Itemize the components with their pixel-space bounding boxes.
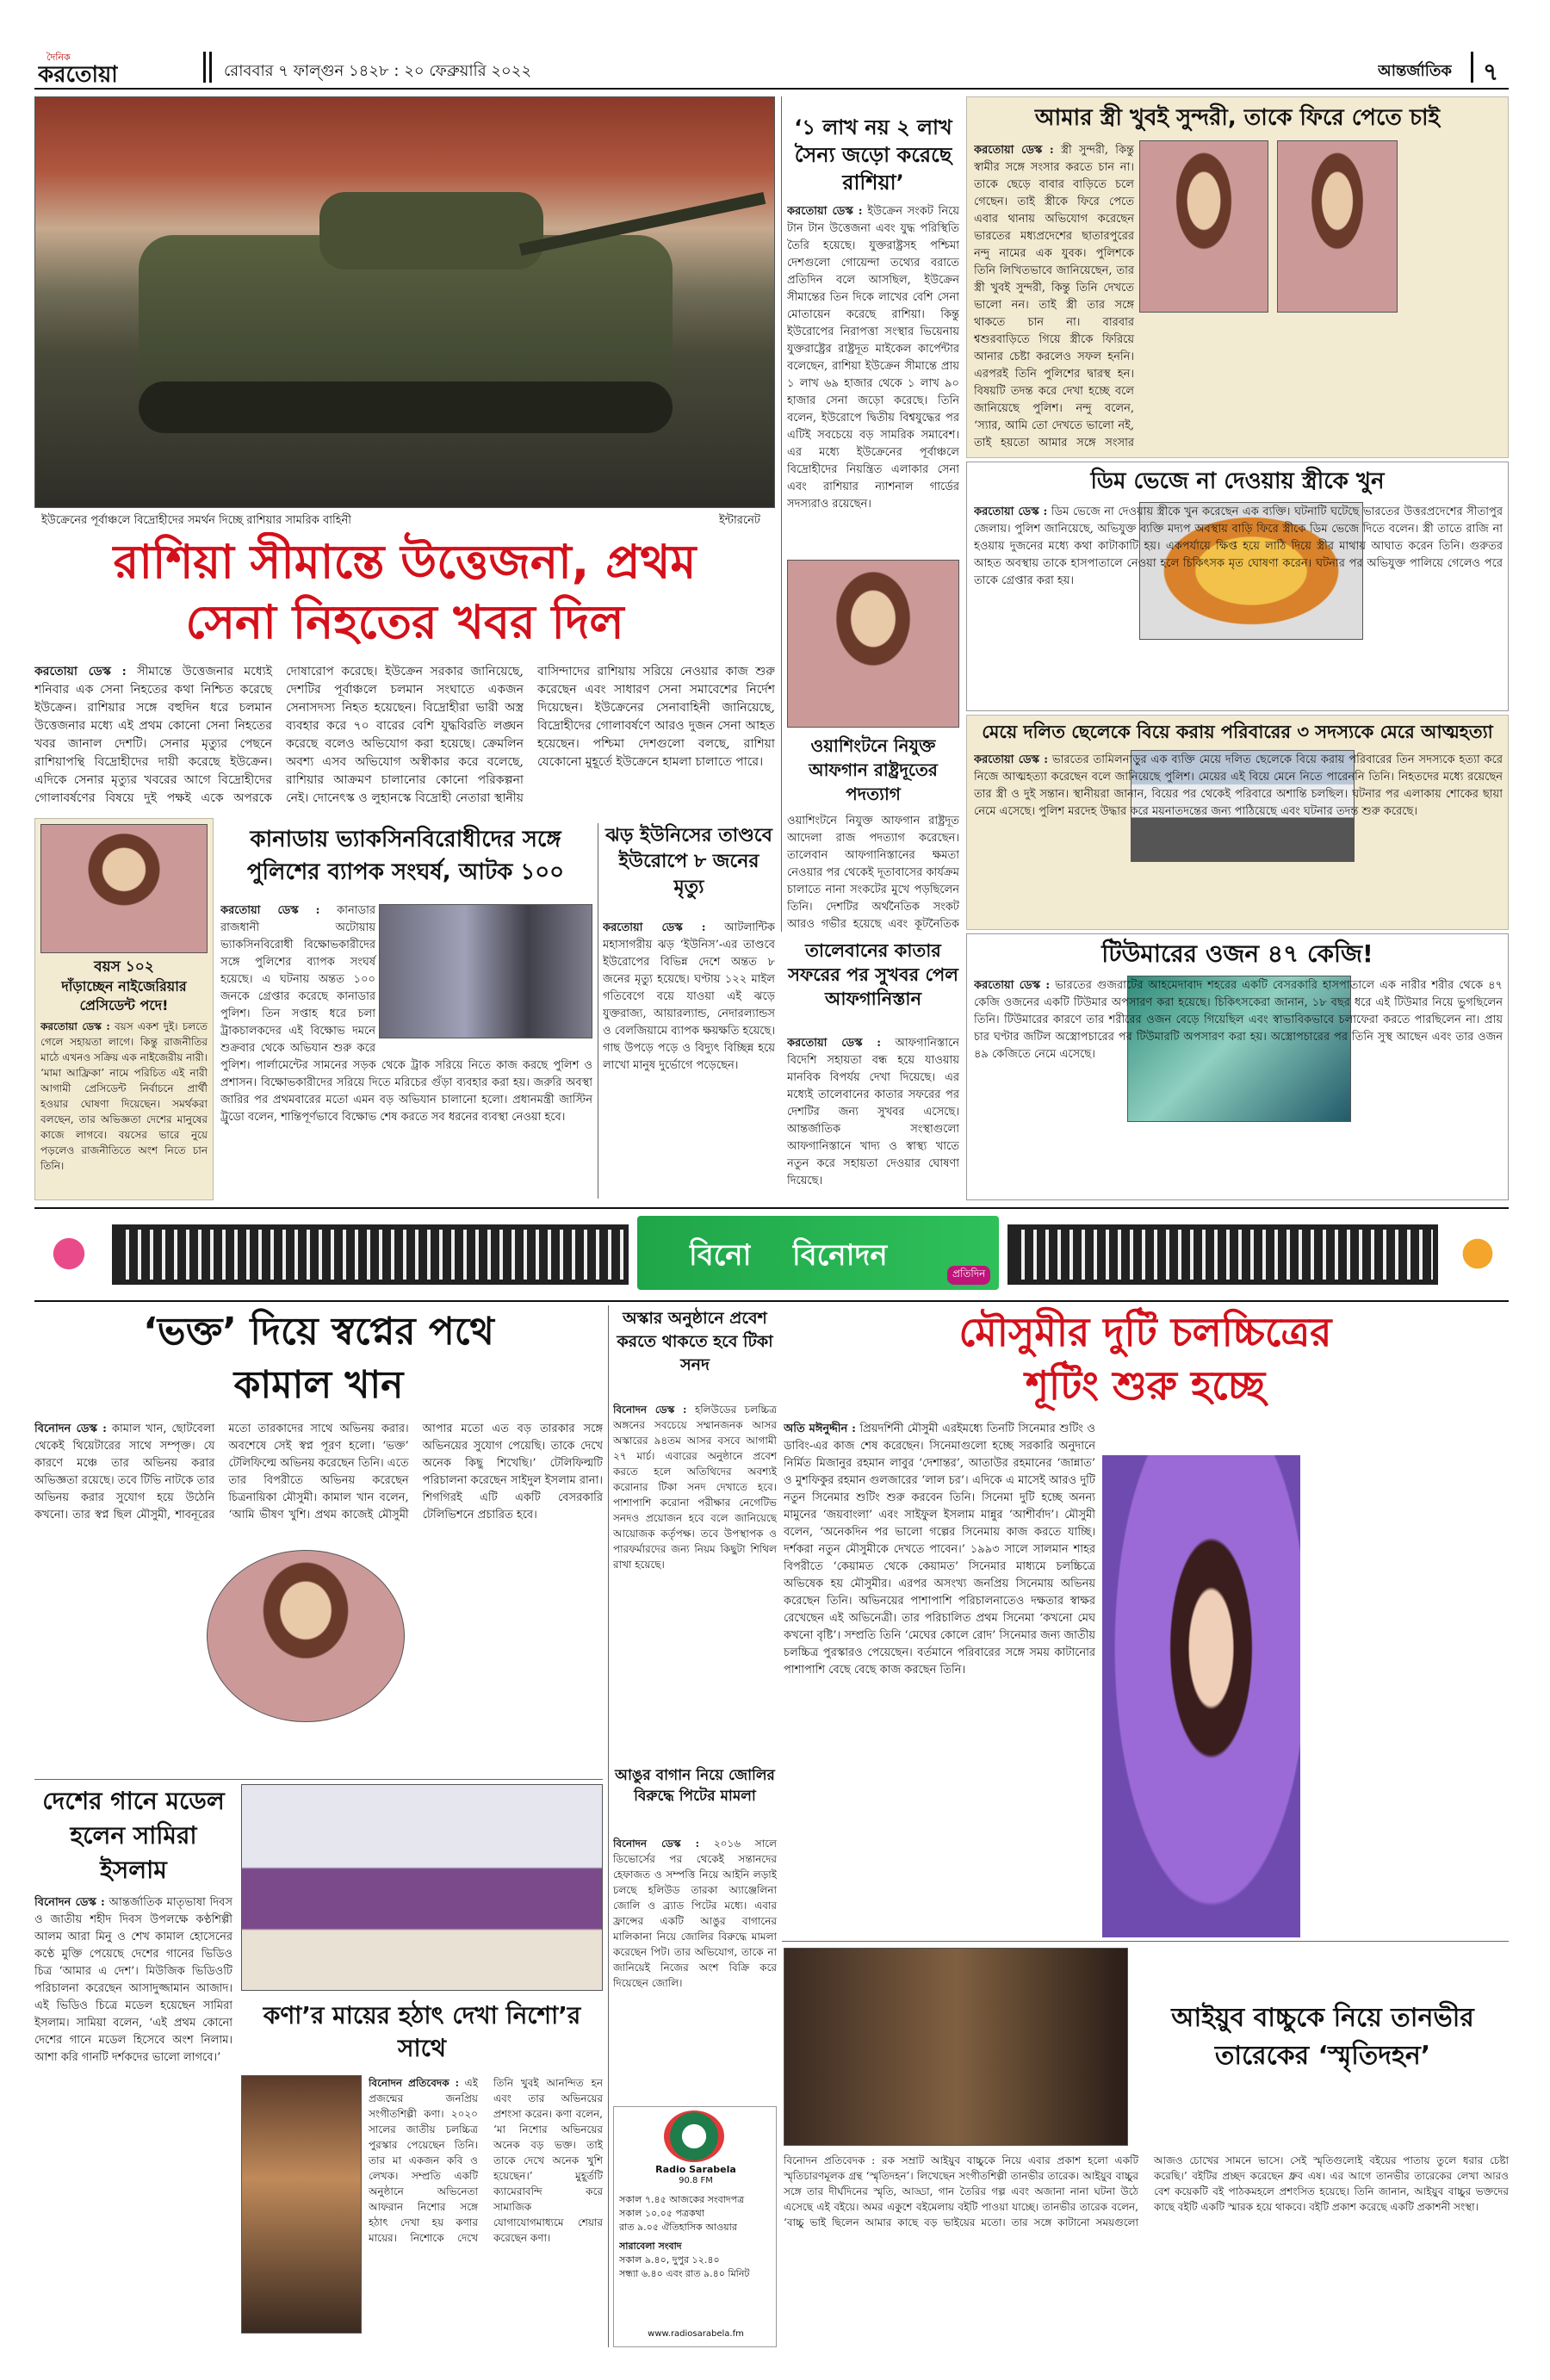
jolie-headline: আঙুর বাগান নিয়ে জোলির বিরুদ্ধে পিটের মামলা	[615, 1767, 775, 1805]
egg-headline: ডিম ভেজে না দেওয়ায় স্ত্রীকে খুন	[967, 462, 1508, 500]
wife-headline: আমার স্ত্রী খুবই সুন্দরী, তাকে ফিরে পেতে চাই	[967, 97, 1508, 139]
radio-row	[619, 2207, 772, 2221]
samira-body-text: আন্তর্জাতিক মাতৃভাষা দিবস ও জাতীয় শহীদ দিবস উপলক্ষে কণ্ঠশিল্পী আলম আরা মিনু ও শেখ কামাল হোসেনের কণ্ঠে মুক্তি পেয়েছে দেশের গানের ভিডিও চিত্র ‘আমার এ দেশ’। মিউজিক ভিডিওটি পরিচালনা করেছেন আসাদুজ্জামান আজাদ। এই ভিডিও চিত্রে মডেল হয়েছেন সামিরা ইসলাম। সামিয়া বলেন, ‘এই প্রথম কোনো দেশের গানে মডেল হিসেবে অংশ নিলাম। আশা করি গানটি দর্শকদের ভালো লাগবে।’	[34, 1896, 232, 2064]
dalit-body-text: ভারতের তামিলনাড়ুর এক ব্যক্তি মেয়ে দলিত ছেলেকে বিয়ে করায় পরিবারের তিন সদস্যকে হত্যা করে নিজে আত্মহত্যা করেছেন বলে জানিয়েছে পুলিশ। মেয়ের এই বিয়ে মেনে নিতে পারেননি তিনি। নিহতদের মধ্যে রয়েছেন তার স্ত্রী ও দুই সন্তান। স্থানীয়রা জানান, বিয়ের পর থেকেই পরিবারে অশান্তি চলছিল। ঘটনার পর এলাকায় শোকের ছায়া নেমে এসেছে। পুলিশ মরদেহ উদ্ধার করে ময়নাতদন্তের জন্য পাঠিয়েছে এবং ঘটনার তদন্ত শুরু করেছে।	[974, 753, 1503, 818]
nigeria-dateline: করতোয়া ডেস্ক :	[40, 1020, 110, 1032]
radio-news-row: সন্ধ্যা ৬.৪০ এবং রাত ৯.৪০ মিনিট	[619, 2268, 750, 2279]
mousumi-headline-line-2: শূটিং শুরু হচ্ছে	[1025, 1362, 1266, 1409]
logo	[34, 50, 198, 84]
ayub-photo	[784, 1948, 1128, 2146]
ayub-body: বিনোদন প্রতিবেদক : রক সম্রাট আইয়ুব বাচ্চুকে নিয়ে এবার প্রকাশ হলো একটি স্মৃতিচারণমূলক গ্রন্থ ‘স্মৃতিদহন’। লিখেছেন সংগীতশিল্পী তানভীর তারেক। আইয়ুব বাচ্চুর সঙ্গে তার দীর্ঘদিনের স্মৃতি, আড্ডা, গান তৈরির গল্প এবং অজানা নানা ঘটনা উঠে এসেছে এই বইয়ে। অমর একুশে বইমেলায় বইটি পাওয়া যাচ্ছে। তানভীর তারেক বলেন, ‘বাচ্চু ভাই ছিলেন আমার কাছে বড় ভাইয়ের মতো। তার সঙ্গে কাটানো সময়গুলো আজও চোখের সামনে ভাসে। সেই স্মৃতিগুলোই বইয়ের পাতায় তুলে ধরার চেষ্টা করেছি।’ বইটির প্রচ্ছদ করেছেন ধ্রুব এষ। এর আগে তানভীর তারেকের লেখা আরও বেশ কয়েকটি বই পাঠকমহলে প্রশংসিত হয়েছে। তিনি জানান, আইয়ুব বাচ্চুর ভক্তদের কাছে বইটি একটি স্মারক হয়ে থাকবে। বইটি প্রকাশ করেছে একটি প্রকাশনী সংস্থা।	[784, 2154, 1509, 2228]
kona-photo	[241, 2075, 362, 2334]
radio-program: ঐতিহাসিক আওয়ার	[661, 2222, 737, 2233]
mousumi-dateline: অতি মঈনুদ্দীন :	[784, 1422, 856, 1435]
radio-frequency: 90.8 FM	[679, 2176, 713, 2185]
ambassador-body: ওয়াশিংটনে নিযুক্ত আফগান রাষ্ট্রদূত আদেলা রাজ পদত্যাগ করেছেন। তালেবান আফগানিস্তানের ক্ষমতা নেওয়ার পর থেকেই দূতাবাসের কার্যক্রম চালাতে নানা সংকটের মুখে পড়ছিলেন তিনি। দেশটির অর্থনৈতিক সংকট আরও গভীর হয়েছে এবং কূটনৈতিক	[787, 815, 959, 931]
ambassador-photo	[787, 560, 959, 728]
tumor-dateline: করতোয়া ডেস্ক :	[974, 979, 1051, 992]
army-dateline: করতোয়া ডেস্ক :	[787, 205, 863, 218]
lead-body-text: সীমান্তে উত্তেজনার মধ্যেই শনিবার এক সেনা নিহতের কথা নিশ্চিত করেছে ইউক্রেন। রাশিয়ার সঙ্গে বহুদিন ধরে চলমান উত্তেজনার মধ্যে এই প্রথম কোনো সেনা নিহতের খবর জানাল দেশটি। সেনার মৃত্যুর পেছনে রাশিয়াপন্থি বিদ্রোহীদের দায়ী করেছে ইউক্রেন। এদিকে সেনার মৃত্যুর খবরের আগে বিদ্রোহীদের গোলাবর্ষণের বিষয়ে দুই পক্ষই একে অপরকে দোষারোপ করেছে। ইউক্রেন সরকার জানিয়েছে, দেশটির পূর্বাঞ্চলে চলমান সংঘাতে একজন সেনাসদস্য নিহত হয়েছেন। বিদ্রোহীরা ভারী অস্ত্র ব্যবহার করে ৭০ বারের বেশি যুদ্ধবিরতি লঙ্ঘন করেছে বলেও অভিযোগ করা হয়েছে। ক্রেমলিন অবশ্য এসব অভিযোগ অস্বীকার করে বলেছে, রাশিয়ার আক্রমণ চালানোর কোনো পরিকল্পনা নেই। দোনেৎস্ক ও লুহানস্কে বিদ্রোহী নেতারা স্থানীয় বাসিন্দাদের রাশিয়ায় সরিয়ে নেওয়ার কাজ শুরু করেছেন এবং সাধারণ সেনা সমাবেশের নির্দেশ দিয়েছেন। ইউক্রেনের সেনাবাহিনী জানিয়েছে, বিদ্রোহীদের গোলাবর্ষণে আরও দুজন সেনা আহত হয়েছেন। পশ্চিমা দেশগুলো বলছে, রাশিয়া যেকোনো মুহূর্তে ইউক্রেনে হামলা চালাতে পারে।	[34, 665, 775, 805]
radio-website[interactable]: www.radiosarabela.fm	[648, 2329, 744, 2339]
kona-body	[369, 2075, 603, 2342]
tumor-box	[966, 933, 1509, 1200]
storm-body-text: আটলান্টিক মহাসাগরীয় ঝড় ‘ইউনিস’-এর তাণ্ডবে ইউরোপের বিভিন্ন দেশে অন্তত ৮ জনের মৃত্যু হয়েছে। ঘণ্টায় ১২২ মাইল গতিবেগে বয়ে যাওয়া এই ঝড়ে যুক্তরাজ্য, আয়ারল্যান্ড, নেদারল্যান্ডস ও বেলজিয়ামে ব্যাপক ক্ষয়ক্ষতি হয়েছে। গাছ উপড়ে পড়ে ও বিদ্যুৎ বিচ্ছিন্ন হয়ে লাখো মানুষ দুর্ভোগে পড়েছেন।	[603, 921, 775, 1072]
banner-title-right: বিনোদন	[792, 1238, 888, 1273]
dalit-box	[966, 715, 1509, 930]
dalit-dateline: করতোয়া ডেস্ক :	[974, 753, 1048, 766]
nigeria-headline: দাঁড়াচ্ছেন নাইজেরিয়ার প্রেসিডেন্ট পদে!	[61, 978, 187, 1013]
kamal-headline-line-1: ‘ভক্ত’ দিয়ে স্বপ্নের পথে	[143, 1310, 494, 1354]
tumor-body	[974, 977, 1503, 1196]
dalit-body	[974, 752, 1503, 927]
canada-body	[220, 902, 592, 1200]
radio-row	[619, 2193, 772, 2207]
film-strip-left	[112, 1224, 629, 1285]
samira-dateline: বিনোদন ডেস্ক :	[34, 1896, 105, 1909]
nigeria-box	[34, 818, 214, 1200]
kamal-headline	[34, 1305, 603, 1417]
lead-dateline: করতোয়া ডেস্ক :	[34, 665, 127, 679]
storm-body	[603, 920, 775, 1200]
jolie-body-text: ২০১৬ সালে ডিভোর্সের পর থেকেই সন্তানদের হেফাজত ও সম্পত্তি নিয়ে আইনি লড়াই চলছে হলিউড তারকা অ্যাঞ্জেলিনা জোলি ও ব্র্যাড পিটের মধ্যে। এবার ফ্রান্সের একটি আঙুর বাগানের মালিকানা নিয়ে জোলির বিরুদ্ধে মামলা করেছেন পিট। তার অভিযোগ, তাকে না জানিয়েই নিজের অংশ বিক্রি করে দিয়েছেন জোলি।	[613, 1838, 777, 1989]
banner-title-left: বিনো	[689, 1238, 752, 1273]
radio-station: Radio Sarabela	[655, 2164, 736, 2175]
wife-body-text: স্ত্রী সুন্দরী, কিন্তু স্বামীর সঙ্গে সংসার করতে চান না। তাকে ছেড়ে বাবার বাড়িতে চলে গেছেন। তাই স্ত্রীকে ফিরে পেতে এবার থানায় অভিযোগ করেছেন ভারতের মধ্যপ্রদেশের ছাতারপুরের নন্দু নামের এক যুবক। পুলিশকে তিনি লিখিতভাবে জানিয়েছেন, তার স্ত্রী খুবই সুন্দরী, কিন্তু তিনি দেখতে ভালো নন। তাই স্ত্রী তার সঙ্গে থাকতে চান না। বারবার শ্বশুরবাড়িতে গিয়ে স্ত্রীকে ফিরিয়ে আনার চেষ্টা করলেও সফল হননি। এরপরই তিনি পুলিশের দ্বারস্থ হন। বিষয়টি তদন্ত করে দেখা হচ্ছে বলে জানিয়েছে পুলিশ। নন্দু বলেন, ‘স্যার, আমি তো দেখতে ভালো নই, তাই হয়তো আমার সঙ্গে সংসার	[974, 144, 1134, 449]
tumor-body-text: ভারতের গুজরাটের আহমেদাবাদ শহরের একটি বেসরকারি হাসপাতালে এক নারীর শরীর থেকে ৪৭ কেজি ওজনের একটি টিউমার অপসারণ করা হয়েছে। চিকিৎসকেরা জানান, ১৮ বছর ধরে এই টিউমার নিয়ে ভুগছিলেন তিনি। টিউমারের কারণে তার শরীরের ওজন বেড়ে গিয়েছিল এবং স্বাভাবিকভাবে চলাফেরা করতে পারছিলেন না। প্রায় চার ঘণ্টার জটিল অস্ত্রোপচারের পর টিউমারটি অপসারণ করা হয়। অস্ত্রোপচারের পর তিনি সুস্থ আছেন এবং তার ওজন ৪৯ কেজিতে নেমে এসেছে।	[974, 979, 1503, 1061]
kona-headline: কণা’র মায়ের হঠাৎ দেখা নিশো’র সাথে	[263, 2001, 581, 2062]
section-name: আন্তর্জাতিক	[1378, 62, 1452, 80]
kamal-body	[34, 1421, 603, 1774]
egg-body	[974, 504, 1503, 707]
logo-small: দৈনিক	[46, 52, 71, 63]
ayub-headline-line-1: আইয়ুব বাচ্চুকে নিয়ে তানভীর	[1171, 2003, 1474, 2033]
taliban-body	[787, 1035, 959, 1200]
jolie-dateline: বিনোদন ডেস্ক :	[613, 1838, 700, 1850]
egg-body-text: ডিম ভেজে না দেওয়ায় স্ত্রীকে খুন করেছেন এক ব্যক্তি। ঘটনাটি ঘটেছে ভারতের উত্তরপ্রদেশের সীতাপুর জেলায়। পুলিশ জানিয়েছে, অভিযুক্ত ব্যক্তি মদ্যপ অবস্থায় বাড়ি ফিরে স্ত্রীকে ডিম ভেজে দিতে বলেন। স্ত্রী তাতে রাজি না হওয়ায় দুজনের মধ্যে কথা কাটাকাটি হয়। একপর্যায়ে ক্ষিপ্ত হয়ে লাঠি দিয়ে স্ত্রীর মাথায় আঘাত করেন তিনি। গুরুতর আহত অবস্থায় তাকে হাসপাতালে নেওয়া হলে চিকিৎসক মৃত ঘোষণা করেন। ঘটনার পর অভিযুক্ত পালিয়ে গেলেও পরে তাকে গ্রেপ্তার করা হয়।	[974, 505, 1503, 587]
radio-row	[619, 2221, 772, 2234]
radio-program: পত্রকথা	[675, 2208, 704, 2219]
banner-badge: প্রতিদিন	[947, 1266, 990, 1285]
masthead	[34, 50, 1509, 84]
jolie-body	[613, 1836, 777, 2103]
nigeria-photo	[40, 824, 208, 953]
nigeria-body-text: বয়স একশ দুই। চলতে গেলে সহায়তা লাগে। কিন্তু রাজনীতির মাঠে এখনও সক্রিয় এক নাইজেরীয় নারী। ‘মামা আফ্রিকা’ নামে পরিচিত এই নারী আগামী প্রেসিডেন্ট নির্বাচনে প্রার্থী হওয়ার ঘোষণা দিয়েছেন। সমর্থকরা বলছেন, তার অভিজ্ঞতা দেশের মানুষের কাজে লাগবে। বয়সের ভারে নুয়ে পড়লেও রাজনীতিতে অংশ নিতে চান তিনি।	[40, 1020, 208, 1172]
wife-dateline: করতোয়া ডেস্ক :	[974, 144, 1054, 157]
mousumi-headline	[782, 1305, 1509, 1417]
radio-ad	[613, 2106, 777, 2347]
issue-date: রোববার ৭ ফাল্গুন ১৪২৮ : ২০ ফেব্রুয়ারি ২০২২	[224, 62, 532, 80]
kamal-body-text: কামাল খান, ছোটবেলা থেকেই থিয়েটারের সাথে সম্পৃক্ত। যে কারণে মঞ্চে তার অভিনয় করার অভিজ্ঞতা রয়েছে। তবে টিভি নাটকে তার অভিনয় করার সুযোগ হয়ে উঠেনি কখনো। তার স্বপ্ন ছিল মৌসুমী, শাবনূরের মতো তারকাদের সাথে অভিনয় করার। অবশেষে সেই স্বপ্ন পূরণ হলো। ‘ভক্ত’ টেলিফিল্মে অভিনয় করেছেন তিনি। এতে তার বিপরীতে অভিনয় করেছেন চিত্রনায়িকা মৌসুমী। কামাল খান বলেন, ‘আমি ভীষণ খুশি। প্রথম কাজেই মৌসুমী আপার মতো এত বড় তারকার সঙ্গে অভিনয়ের সুযোগ পেয়েছি। তাকে দেখে অনেক কিছু শিখেছি।’ টেলিফিল্মটি পরিচালনা করেছেন সাইদুল ইসলাম রানা। শিগগিরই এটি একটি বেসরকারি টেলিভিশনে প্রচারিত হবে।	[34, 1422, 603, 1522]
lead-headline-line-1: রাশিয়া সীমান্তে উত্তেজনা, প্রথম	[113, 535, 697, 589]
logo-text: করতোয়া	[38, 62, 118, 84]
mousumi-body	[784, 1421, 1509, 1937]
egg-box	[966, 462, 1509, 711]
oscar-dateline: বিনোদন ডেস্ক :	[613, 1404, 687, 1416]
tumor-headline: টিউমারের ওজন ৪৭ কেজি!	[1101, 939, 1373, 968]
oscar-body	[613, 1402, 777, 1763]
ambassador-headline: ওয়াশিংটনে নিযুক্ত আফগান রাষ্ট্রদূতের পদত্যাগ	[809, 735, 938, 804]
lead-headline-line-2: সেনা নিহতের খবর দিল	[185, 595, 624, 649]
kona-body-text: এই প্রজন্মের জনপ্রিয় সংগীতশিল্পী কণা। ২০২০ সালের জাতীয় চলচ্চিত্র পুরস্কার পেয়েছেন তিনি। তার মা একজন কবি ও লেখক। সম্প্রতি একটি অনুষ্ঠানে অভিনেতা আফরান নিশোর সঙ্গে হঠাৎ দেখা হয় কণার মায়ের। নিশোকে দেখে তিনি খুবই আনন্দিত হন এবং তার অভিনয়ের প্রশংসা করেন। কণা বলেন, ‘মা নিশোর অভিনয়ের অনেক বড় ভক্ত। তাই তাকে দেখে অনেক খুশি হয়েছেন।’ মুহূর্তটি ক্যামেরাবন্দি করে সামাজিক যোগাযোগমাধ্যমে শেয়ার করেছেন কণা।	[369, 2077, 603, 2244]
mousumi-body-text: প্রিয়দর্শিনী মৌসুমী এরইমধ্যে তিনটি সিনেমার শুটিং ও ডাবিং-এর কাজ শেষ করেছেন। সিনেমাগুলো হচ্ছে সরকারি অনুদানে নির্মিত মিজানুর রহমান লাবুর ‘দেশান্তর’, আতাউর রহমানের ‘জান্নাত’ ও মুশফিকুর রহমান গুলজারের ‘লাল চর’। এদিকে এ মাসেই আরও দুটি নতুন সিনেমার শুটিং শুরু করবেন তিনি। সিনেমা দুটি হচ্ছে অনন্য মামুনের ‘জয়বাংলা’ এবং সাইফুল ইসলাম মান্নুর ‘আশীর্বাদ’। মৌসুমী বলেন, ‘অনেকদিন পর ভালো গল্পের সিনেমায় কাজ করতে যাচ্ছি। দর্শকরা নতুন মৌসুমীকে দেখতে পাবেন।’ ১৯৯৩ সালে সালমান শাহর বিপরীতে ‘কেয়ামত থেকে কেয়ামত’ সিনেমার মাধ্যমে চলচ্চিত্রে অভিষেক হয় মৌসুমীর। এরপর অসংখ্য জনপ্রিয় সিনেমায় অভিনয় করেছেন তিনি। অভিনয়ের পাশাপাশি পরিচালনাতেও দক্ষতার স্বাক্ষর রেখেছেন এই অভিনেত্রী। তার পরিচালিত প্রথম সিনেমা ‘কখনো মেঘ কখনো বৃষ্টি’। সম্প্রতি তিনি ‘মেঘের কোলে রোদ’ সিনেমার জন্য জাতীয় চলচ্চিত্র পুরস্কারও পেয়েছেন। বর্তমানে পরিবারের সঙ্গে সময় কাটানোর পাশাপাশি বেছে বেছে কাজ করছেন তিনি।	[784, 1422, 1095, 1677]
nigeria-caption: বয়স ১০২	[94, 958, 154, 976]
army-body	[787, 203, 959, 556]
taliban-body-text: আফগানিস্তানে বিদেশি সহায়তা বন্ধ হয়ে যাওয়ায় মানবিক বিপর্যয় দেখা দিয়েছে। এর মধ্যেই তালেবানের কাতার সফরের পর দেশটির জন্য সুখবর এসেছে। আন্তর্জাতিক সংস্থাগুলো আফগানিস্তানে খাদ্য ও স্বাস্থ্য খাতে নতুন করে সহায়তা দেওয়ার ঘোষণা দিয়েছে।	[787, 1037, 959, 1187]
storm-headline: ঝড় ইউনিসের তাণ্ডবে ইউরোপে ৮ জনের মৃত্যু	[605, 825, 772, 898]
army-body-text: ইউক্রেন সংকট নিয়ে টান টান উত্তেজনা এবং যুদ্ধ পরিস্থিতি তৈরি হয়েছে। যুক্তরাষ্ট্রসহ পশ্চিমা দেশগুলো গোয়েন্দা তথ্যের বরাতে প্রতিদিন বলে আসছিল, ইউক্রেন সীমান্তের তিন দিকে লাখের বেশি সেনা মোতায়েন করেছে রাশিয়া। কিন্তু ইউরোপের নিরাপত্তা সংস্থার ভিয়েনায় যুক্তরাষ্ট্রের রাষ্ট্রদূত মাইকেল কার্পেন্টার বলেছেন, রাশিয়া ইউক্রেন সীমান্তে প্রায় ১ লাখ ৬৯ হাজার থেকে ১ লাখ ৯০ হাজার সেনা জড়ো করেছে। তিনি বলেন, ইউরোপে দ্বিতীয় বিশ্বযুদ্ধের পর এটিই সবচেয়ে বড় সামরিক সমাবেশ। এর মধ্যে ইউক্রেনের পূর্বাঞ্চলে বিদ্রোহীদের নিয়ন্ত্রিত এলাকার সেনা এবং রাশিয়ার ন্যাশনাল গার্ডের সদস্যরাও রয়েছেন।	[787, 205, 959, 511]
lead-headline	[34, 532, 775, 661]
radio-logo	[664, 2110, 724, 2162]
army-headline: ‘১ লাখ নয় ২ লাখ সৈন্য জড়ো করেছে রাশিয়া’	[794, 115, 952, 195]
samira-body	[34, 1894, 232, 2342]
wife-box	[966, 96, 1509, 458]
samira-photo	[241, 1784, 603, 1991]
radio-time: সকাল ১০.০৫	[619, 2208, 673, 2219]
lead-photo-credit: ইন্টারনেট	[719, 514, 760, 527]
radio-news-head: সারাবেলা সংবাদ	[619, 2241, 682, 2252]
radio-program: আজকের সংবাদপত্র	[669, 2194, 745, 2205]
canada-headline: কানাডায় ভ্যাকসিনবিরোধীদের সঙ্গে পুলিশের ব্যাপক সংঘর্ষ, আটক ১০০	[246, 827, 565, 885]
kamal-dateline: বিনোদন ডেস্ক :	[34, 1422, 107, 1435]
canada-dateline: করতোয়া ডেস্ক :	[220, 904, 320, 917]
dalit-headline: মেয়ে দলিত ছেলেকে বিয়ে করায় পরিবারের ৩ সদস্যকে মেরে আত্মহত্যা	[982, 722, 1493, 742]
lead-photo-caption: ইউক্রেনের পূর্বাঞ্চলে বিদ্রোহীদের সমর্থন দিচ্ছে রাশিয়ার সামরিক বাহিনী	[41, 514, 352, 527]
kona-dateline: বিনোদন প্রতিবেদক :	[369, 2077, 459, 2089]
entertainment-banner	[34, 1207, 1509, 1297]
nigeria-body	[40, 1019, 208, 1196]
storm-dateline: করতোয়া ডেস্ক :	[603, 921, 706, 934]
film-strip-right	[1008, 1224, 1438, 1285]
taliban-dateline: করতোয়া ডেস্ক :	[787, 1037, 882, 1050]
taliban-headline: তালেবানের কাতার সফরের পর সুখবর পেল আফগানিস্তান	[788, 940, 958, 1009]
wife-body	[974, 142, 1503, 452]
radio-schedule	[619, 2193, 772, 2281]
canada-body-text: কানাডার রাজধানী অটোয়ায় ভ্যাকসিনবিরোধী বিক্ষোভকারীদের সঙ্গে পুলিশের ব্যাপক সংঘর্ষ হয়েছে। এ ঘটনায় অন্তত ১০০ জনকে গ্রেপ্তার করেছে কানাডার পুলিশ। তিন সপ্তাহ ধরে চলা ট্রাকচালকদের এই বিক্ষোভ দমনে শুক্রবার থেকে অভিযান শুরু করে পুলিশ। পার্লামেন্টের সামনের সড়ক থেকে ট্রাক সরিয়ে নিতে কাজ করছে পুলিশ ও প্রশাসন। বিক্ষোভকারীদের সরিয়ে দিতে মরিচের গুঁড়া ব্যবহার করা হয়। জরুরি অবস্থা জারির পর প্রথমবারের মতো এমন বড় অভিযান চালানো হলো। প্রধানমন্ত্রী জাস্টিন ট্রুডো বলেন, শান্তিপূর্ণভাবে বিক্ষোভ শেষ করতে সব ধরনের ব্যবস্থা নেওয়া হবে।	[220, 904, 592, 1124]
lead-photo-tank	[34, 96, 775, 508]
radio-news-row: সকাল ৯.৪০, দুপুর ১২.৪০	[619, 2254, 720, 2265]
oscar-headline: অস্কার অনুষ্ঠানে প্রবেশ করতে থাকতে হবে টিকা সনদ	[617, 1309, 773, 1374]
samira-headline: দেশের গানে মডেল হলেন সামিরা ইসলাম	[42, 1787, 225, 1884]
ayub-headline-line-2: তারেকের ‘স্মৃতিদহন’	[1214, 2041, 1431, 2071]
oscar-body-text: হলিউডের চলচ্চিত্র অঙ্গনের সবচেয়ে সম্মানজনক আসর অস্কারের ৯৪তম আসর বসবে আগামী ২৭ মার্চ। এবারের অনুষ্ঠানে প্রবেশ করতে হলে অতিথিদের অবশ্যই করোনার টিকা সনদ দেখাতে হবে। পাশাপাশি করোনা পরীক্ষার নেগেটিভ সনদও প্রয়োজন হবে বলে জানিয়েছে আয়োজক কর্তৃপক্ষ। তবে উপস্থাপক ও পারফর্মারদের জন্য নিয়ম কিছুটা শিথিল রাখা হয়েছে।	[613, 1404, 777, 1571]
ayub-headline	[1137, 1948, 1509, 2146]
radio-time: রাত ৯.০৫	[619, 2222, 659, 2233]
lead-body	[34, 663, 775, 815]
page-number: ৭	[1483, 58, 1499, 84]
mousumi-headline-line-1: মৌসুমীর দুটি চলচ্চিত্রের	[958, 1309, 1332, 1355]
kamal-headline-line-2: কামাল খান	[233, 1363, 404, 1407]
egg-dateline: করতোয়া ডেস্ক :	[974, 505, 1048, 518]
radio-time: সকাল ৭.৪৫	[619, 2194, 666, 2205]
